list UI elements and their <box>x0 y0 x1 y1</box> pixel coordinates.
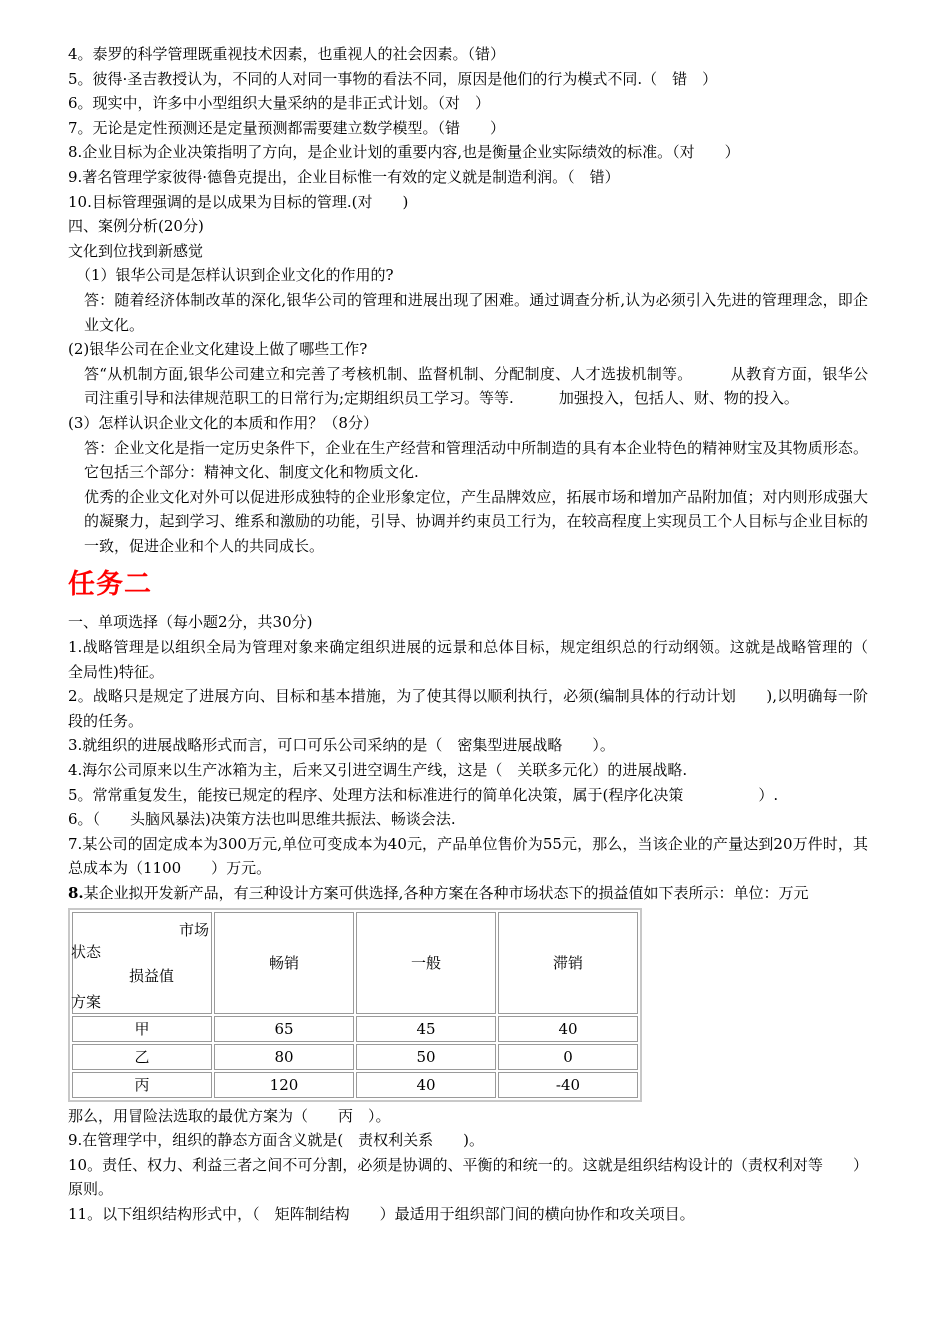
table-row <box>72 1072 638 1098</box>
case-question-1: （1）银华公司是怎样认识到企业文化的作用的? <box>76 266 394 285</box>
task-two-heading: 任务二 <box>68 569 152 601</box>
case-section-title: 四、案例分析(20分) <box>68 217 204 236</box>
table-row <box>72 1044 638 1070</box>
header-cell-normal: 一般 <box>356 912 496 1014</box>
tf-item-7: 7。无论是定性预测还是定量预测都需要建立数学模型。（错 ） <box>68 118 506 137</box>
question-5: 5。常常重复发生，能按已规定的程序、处理方法和标准进行的简单化决策，属于(程序化决策 ）. <box>68 785 779 804</box>
question-2: 2。战略只是规定了进展方向、目标和基本措施，为了使其得以顺利执行，必须(编制具体的行动计划 ),以明确每一阶段的任务。 <box>68 687 868 730</box>
question-8-text: 某企业拟开发新产品，有三种设计方案可供选择,各种方案在各种市场状态下的损益值如下表所示：单位：万元 <box>83 884 809 902</box>
value-cell: 40 <box>356 1072 496 1098</box>
value-cell: 50 <box>356 1044 496 1070</box>
value-cell: 40 <box>498 1016 638 1042</box>
question-8 <box>68 881 868 906</box>
question-10: 10。责任、权力、利益三者之间不可分割，必须是协调的、平衡的和统一的。这就是组织结构设计的（责权利对等 ）原则。 <box>68 1155 868 1199</box>
single-choice-section: 一、单项选择（每小题2分，共30分) <box>68 613 313 632</box>
payoff-table-header-row <box>72 912 638 1014</box>
document-page <box>68 42 899 1227</box>
tf-item-6: 6。现实中，许多中小型组织大量采纳的是非正式计划。（对 ） <box>68 94 491 113</box>
value-cell: 120 <box>214 1072 354 1098</box>
case-answer-3: 答：企业文化是指一定历史条件下，企业在生产经营和管理活动中所制造的具有本企业特色的精神财宝及其物质形态。它包括三个部分：精神文化、制度文化和物质文化. <box>84 438 868 482</box>
tf-item-9: 9.著名管理学家彼得·德鲁克提出，企业目标惟一有效的定义就是制造利润。（ 错） <box>68 167 620 186</box>
tf-item-4: 4。泰罗的科学管理既重视技术因素，也重视人的社会因素。（错） <box>68 45 506 63</box>
question-8-number: 8. <box>68 884 84 902</box>
header-cell-slow: 滞销 <box>498 912 638 1014</box>
payoff-table <box>68 908 642 1102</box>
question-3: 3.就组织的进展战略形式而言，可口可乐公司采纳的是（ 密集型进展战略 ）。 <box>68 736 615 755</box>
header-cell-bestseller: 畅销 <box>214 912 354 1014</box>
corner-label-market: 市场 <box>179 920 210 939</box>
tf-item-5: 5。彼得·圣吉教授认为，不同的人对同一事物的看法不同，原因是他们的行为模式不同.（ 错 ） <box>68 69 718 88</box>
question-7: 7.某公司的固定成本为300万元,单位可变成本为40元，产品单位售价为55元，那么，当该企业的产量达到20万件时，其总成本为（1100 ）万元。 <box>68 834 868 878</box>
case-answer-3b: 优秀的企业文化对外可以促进形成独特的企业形象定位，产生品牌效应，拓展市场和增加产品附加值；对内则形成强大的凝聚力，起到学习、维系和激励的功能，引导、协调并约束员工行为，在较高程度上实现员工个人目标与企业目标的一致，促进企业和个人的共同成长。 <box>84 487 868 555</box>
case-answer-2: 答“从机制方面,银华公司建立和完善了考核机制、监督机制、分配制度、人才选拔机制等。 从教育方面，银华公司注重引导和法律规范职工的日常行为;定期组织员工学习。等等. 加强投入，包括人、财、物的投入。 <box>84 364 868 408</box>
value-cell: -40 <box>498 1072 638 1098</box>
plan-cell: 乙 <box>72 1044 212 1070</box>
question-6: 6。（ 头脑风暴法)决策方法也叫思维共振法、畅谈会法. <box>68 810 456 829</box>
question-9: 9.在管理学中，组织的静态方面含义就是( 责权利关系 )。 <box>68 1131 485 1150</box>
corner-label-state: 状态 <box>71 942 102 961</box>
value-cell: 45 <box>356 1016 496 1042</box>
question-8-answer: 那么，用冒险法选取的最优方案为（ 丙 ）。 <box>68 1106 391 1125</box>
question-1: 1.战略管理是以组织全局为管理对象来确定组织进展的远景和总体目标，规定组织总的行动纲领。这就是战略管理的（ 全局性)特征。 <box>68 638 899 681</box>
case-question-2: (2)银华公司在企业文化建设上做了哪些工作? <box>68 340 368 359</box>
case-title: 文化到位找到新感觉 <box>68 241 204 260</box>
tf-item-10: 10.目标管理强调的是以成果为目标的管理.(对 ) <box>68 192 409 211</box>
question-11: 11。以下组织结构形式中，（ 矩阵制结构 ）最适用于组织部门间的横向协作和攻关项目。 <box>68 1204 695 1223</box>
payoff-table-corner-cell <box>72 912 212 1014</box>
value-cell: 80 <box>214 1044 354 1070</box>
table-row <box>72 1016 638 1042</box>
corner-label-value: 损益值 <box>129 966 175 985</box>
value-cell: 0 <box>498 1044 638 1070</box>
plan-cell: 甲 <box>72 1016 212 1042</box>
question-4: 4.海尔公司原来以生产冰箱为主，后来又引进空调生产线，这是（ 关联多元化）的进展战略. <box>68 761 688 780</box>
tf-item-8: 8.企业目标为企业决策指明了方向，是企业计划的重要内容,也是衡量企业实际绩效的标准。（对 ） <box>68 143 740 162</box>
plan-cell: 丙 <box>72 1072 212 1098</box>
value-cell: 65 <box>214 1016 354 1042</box>
case-answer-1: 答：随着经济体制改革的深化,银华公司的管理和进展出现了困难。通过调查分析,认为必须引入先进的管理理念，即企业文化。 <box>84 290 868 334</box>
case-question-3: (3）怎样认识企业文化的本质和作用？（8分） <box>68 413 378 432</box>
corner-label-plan: 方案 <box>71 992 102 1011</box>
